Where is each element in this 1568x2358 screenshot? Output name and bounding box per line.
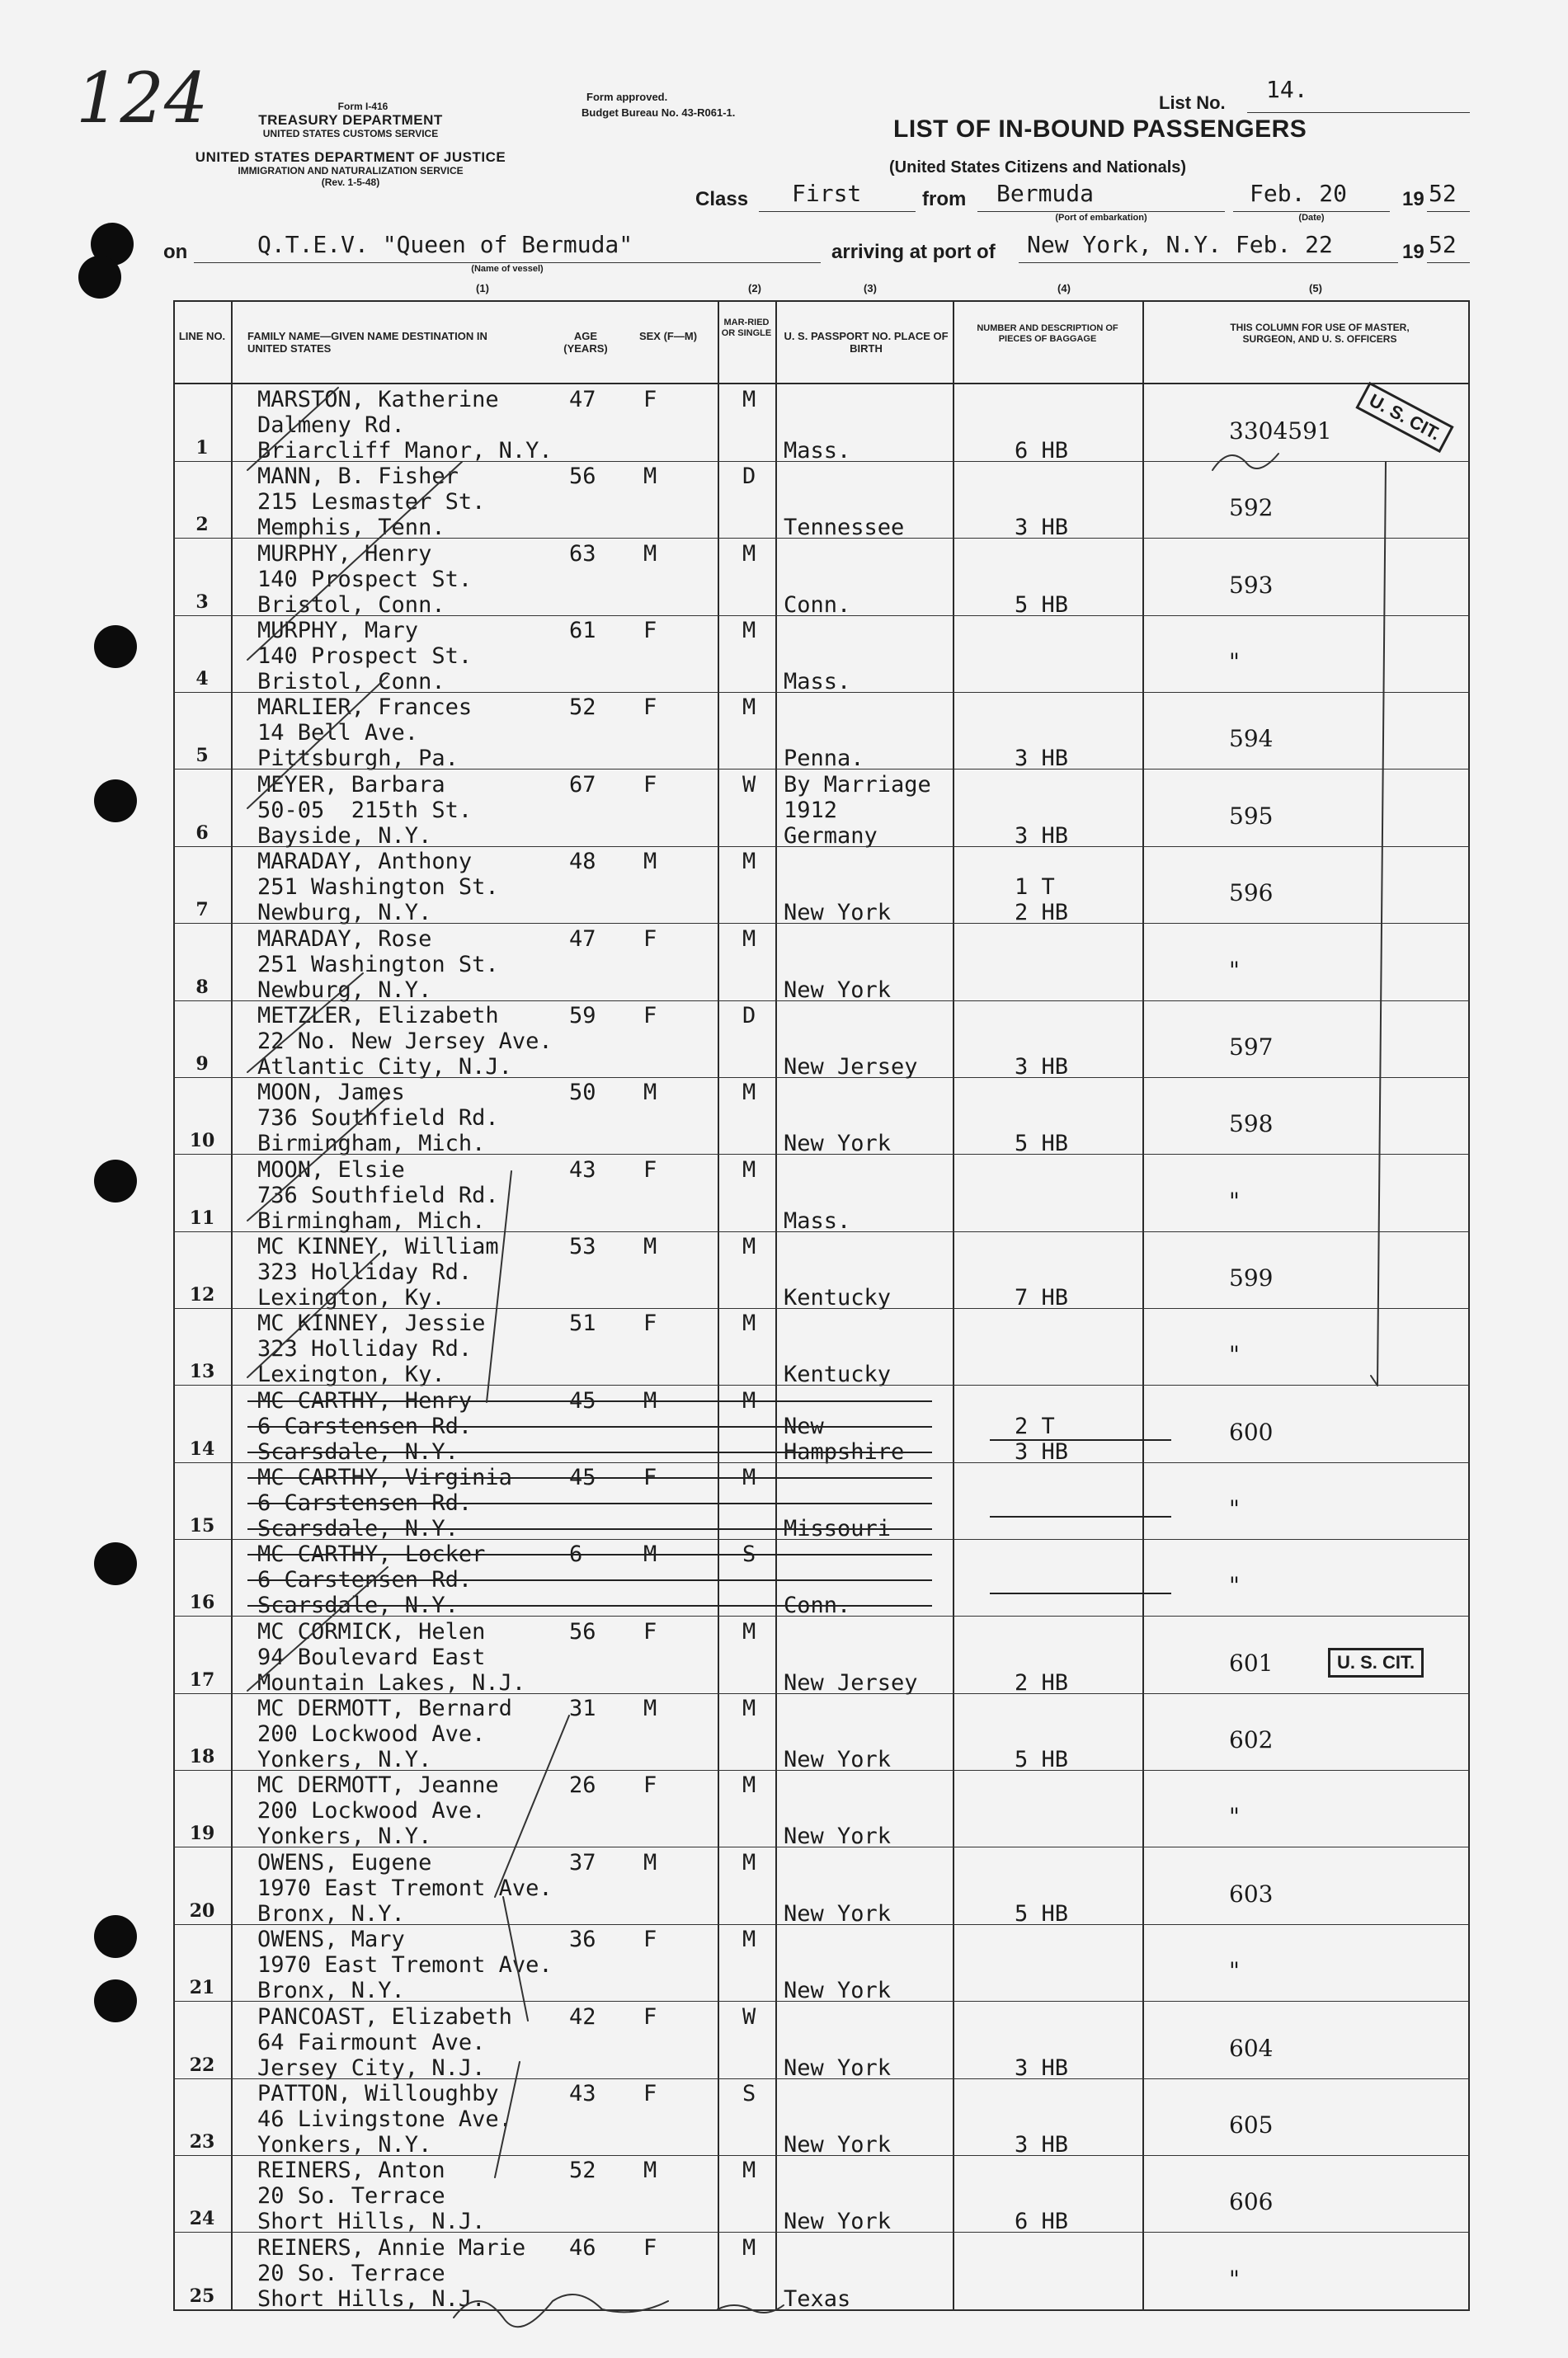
line-number: 20 [189,1899,215,1922]
age: 61 [569,618,596,644]
baggage: 3 HB [1015,1438,1069,1465]
col-header-passport: U. S. PASSPORT NO. PLACE OF BIRTH [784,330,949,355]
officer-number: 603 [1229,1880,1274,1908]
line-number: 15 [189,1515,215,1537]
col-header-baggage: NUMBER AND DESCRIPTION OF PIECES OF BAGGAGE [977,323,1118,344]
officer-number: 594 [1229,725,1274,753]
city-state: Lexington, Ky. [257,1284,445,1311]
treasury-department: TREASURY DEPARTMENT [258,112,443,128]
birth-place: New York [784,2209,892,2235]
city-state: Newburg, N.Y. [257,977,432,1003]
passenger-name: MARADAY, Rose [257,925,432,952]
age: 43 [569,2080,596,2106]
list-no-value: 14. [1266,76,1308,103]
baggage: 3 HB [1015,822,1069,849]
sex: F [643,2234,657,2261]
birth-place: Mass. [784,1207,851,1234]
age: 50 [569,1080,596,1106]
baggage-line1: 2 T [1015,1413,1055,1439]
baggage: 5 HB [1015,591,1069,618]
passenger-name: MOON, Elsie [257,1156,405,1183]
sex: M [643,1233,657,1259]
age: 31 [569,1696,596,1722]
baggage: 3 HB [1015,2054,1069,2081]
birth-place: Hampshire [784,1438,905,1465]
passenger-name: MOON, James [257,1080,405,1106]
date-caption: (Date) [1298,213,1325,223]
marital-status: W [742,2003,756,2030]
passenger-name: MURPHY, Henry [257,540,432,567]
age: 47 [569,387,596,412]
birth-place: New York [784,1900,892,1927]
sex: F [643,771,657,798]
officer-number: 598 [1229,1110,1274,1138]
marital-status: M [742,618,756,644]
birth-place: New York [784,2054,892,2081]
marital-status: M [742,1849,756,1876]
passenger-name: METZLER, Elizabeth [257,1002,499,1028]
marital-status: D [742,1002,756,1028]
age: 56 [569,1618,596,1645]
street-address: 1970 East Tremont Ave. [257,1875,553,1901]
sex: F [643,618,657,644]
col-header-married: MAR-RIED OR SINGLE [721,318,772,338]
baggage: 2 HB [1015,900,1069,926]
birth-place: Kentucky [784,1362,892,1388]
street-address: 1970 East Tremont Ave. [257,1952,553,1979]
col-header-age: AGE (YEARS) [563,330,608,355]
street-address: 6 Carstensen Rd. [257,1490,473,1517]
passenger-name: MC CARTHY, Virginia [257,1465,512,1491]
sex: M [643,1080,657,1106]
officer-number: 593 [1229,571,1274,599]
passenger-name: MURPHY, Mary [257,618,419,644]
passenger-name: MARADAY, Anthony [257,849,473,875]
marital-status: M [742,1387,756,1414]
street-address: 50-05 215th St. [257,797,473,823]
city-state: Bayside, N.Y. [257,822,432,849]
officer-number: 599 [1229,1264,1274,1292]
birth-place: Conn. [784,591,851,618]
baggage: 6 HB [1015,438,1069,464]
officer-number: 595 [1229,802,1274,830]
col-header-name: FAMILY NAME—GIVEN NAME DESTINATION IN UNITED STATES [247,330,487,355]
street-address: 215 Lesmaster St. [257,489,486,515]
passenger-name: MANN, B. Fisher [257,464,459,490]
birth-place-line1: By Marriage [784,771,931,798]
birth-place: New York [784,1824,892,1850]
officer-number: 3304591 [1229,417,1332,445]
city-state: Yonkers, N.Y. [257,2131,432,2158]
col-number-5: (5) [1309,282,1322,294]
officer-number: " [1229,1957,1240,1985]
city-state: Scarsdale, N.Y. [257,1516,459,1542]
birth-place: Penna. [784,746,864,772]
marital-status: M [742,2234,756,2261]
officer-number: 592 [1229,494,1274,522]
baggage: 7 HB [1015,1284,1069,1311]
arrival-year-prefix: 19 [1402,241,1424,263]
sex: F [643,1772,657,1799]
city-state: Atlantic City, N.J. [257,1053,512,1080]
officer-number: " [1229,648,1240,676]
date-value: Feb. 20 [1250,180,1348,207]
sex: M [643,1541,657,1568]
justice-department: UNITED STATES DEPARTMENT OF JUSTICE [195,149,506,165]
age: 45 [569,1387,596,1414]
street-address: 736 Southfield Rd. [257,1105,499,1132]
passenger-name: MC KINNEY, Jessie [257,1311,486,1337]
sex: M [643,464,657,490]
from-value: Bermuda [996,180,1095,207]
birth-place: New York [784,1747,892,1773]
line-number: 11 [189,1207,215,1229]
officer-number: 600 [1229,1418,1274,1446]
col-number-1: (1) [476,282,489,294]
age: 63 [569,540,596,567]
passenger-name: MC CARTHY, Locker [257,1541,486,1568]
list-no-label: List No. [1159,92,1226,113]
line-number: 19 [189,1823,215,1845]
line-number: 17 [189,1668,215,1691]
line-number: 21 [189,1977,215,1999]
line-number: 13 [189,1361,215,1383]
birth-place: New Jersey [784,1669,918,1696]
baggage: 3 HB [1015,515,1069,541]
port-caption: (Port of embarkation) [1055,213,1147,223]
birth-place: Mass. [784,669,851,695]
city-state: Jersey City, N.J. [257,2054,486,2081]
form-title: LIST OF IN-BOUND PASSENGERS [893,115,1307,143]
marital-status: S [742,1541,756,1568]
birth-place: Missouri [784,1516,892,1542]
city-state: Bristol, Conn. [257,591,445,618]
city-state: Scarsdale, N.Y. [257,1438,459,1465]
marital-status: M [742,925,756,952]
city-state: Scarsdale, N.Y. [257,1593,459,1619]
officer-number: " [1229,1572,1240,1600]
baggage: 2 HB [1015,1669,1069,1696]
city-state: Pittsburgh, Pa. [257,746,459,772]
sex: M [643,2158,657,2184]
col-number-3: (3) [864,282,877,294]
street-address: 94 Boulevard East [257,1644,486,1670]
col-number-2: (2) [748,282,761,294]
street-address: 140 Prospect St. [257,643,473,670]
age: 45 [569,1465,596,1491]
col-header-line: LINE NO. [178,330,226,342]
age: 67 [569,771,596,798]
form-subtitle: (United States Citizens and Nationals) [889,158,1187,176]
passenger-name: REINERS, Annie Marie [257,2234,526,2261]
officer-number: 596 [1229,879,1274,907]
form-number: Form I-416 [337,101,388,112]
passenger-name: PANCOAST, Elizabeth [257,2003,512,2030]
on-label: on [163,241,188,263]
age: 37 [569,1849,596,1876]
birth-place: New York [784,1131,892,1157]
officer-number: 605 [1229,2111,1274,2139]
passenger-name: MC CARTHY, Henry [257,1387,473,1414]
marital-status: M [742,1311,756,1337]
city-state: Mountain Lakes, N.J. [257,1669,526,1696]
sex: F [643,925,657,952]
city-state: Memphis, Tenn. [257,515,445,541]
officer-number: " [1229,1495,1240,1523]
sex: M [643,1387,657,1414]
marital-status: D [742,464,756,490]
street-address: 20 So. Terrace [257,2260,445,2286]
line-number: 1 [195,437,209,459]
age: 26 [569,1772,596,1799]
street-address: 200 Lockwood Ave. [257,1721,486,1748]
city-state: Yonkers, N.Y. [257,1824,432,1850]
officer-number: 597 [1229,1033,1274,1061]
arrival-port: New York, N.Y. Feb. 22 [1027,231,1333,258]
passenger-name: MC KINNEY, William [257,1233,499,1259]
sex: M [643,1849,657,1876]
line-number: 8 [195,976,209,998]
passenger-name: OWENS, Mary [257,1927,405,1953]
birth-place: New York [784,1978,892,2004]
line-number: 2 [195,514,209,536]
birth-place: New York [784,977,892,1003]
line-number: 6 [195,821,209,844]
passenger-name: OWENS, Eugene [257,1849,432,1876]
officer-number: 602 [1229,1726,1274,1754]
age: 52 [569,694,596,721]
passenger-name: MC DERMOTT, Bernard [257,1696,512,1722]
age: 42 [569,2003,596,2030]
officer-number: " [1229,1341,1240,1369]
passenger-name: MARLIER, Frances [257,694,473,721]
sex: F [643,1311,657,1337]
baggage-line1: 1 T [1015,874,1055,901]
birth-place: Tennessee [784,515,905,541]
birth-place: Germany [784,822,878,849]
officer-number: " [1229,956,1240,984]
us-citizen-stamp: U. S. CIT. [1355,382,1453,453]
city-state: Bronx, N.Y. [257,1978,405,2004]
city-state: Birmingham, Mich. [257,1207,486,1234]
officer-number: 601 [1229,1649,1274,1677]
street-address: 6 Carstensen Rd. [257,1567,473,1593]
line-number: 23 [189,2130,215,2153]
sex: F [643,694,657,721]
city-state: Yonkers, N.Y. [257,1747,432,1773]
passenger-name: MC CORMICK, Helen [257,1618,486,1645]
birth-place: New York [784,900,892,926]
sex: F [643,1927,657,1953]
officer-number: " [1229,2265,1240,2293]
street-address: 6 Carstensen Rd. [257,1413,473,1439]
baggage: 5 HB [1015,1900,1069,1927]
marital-status: M [742,540,756,567]
class-value: First [792,180,862,207]
baggage: 5 HB [1015,1747,1069,1773]
city-state: Briarcliff Manor, N.Y. [257,438,553,464]
passenger-name: PATTON, Willoughby [257,2080,499,2106]
line-number: 12 [189,1283,215,1306]
street-address: Dalmeny Rd. [257,412,405,438]
baggage: 6 HB [1015,2209,1069,2235]
immigration-service: IMMIGRATION AND NATURALIZATION SERVICE [238,165,464,176]
handwritten-page-number: 124 [76,58,209,139]
street-address: 251 Washington St. [257,874,499,901]
marital-status: S [742,2080,756,2106]
birth-place-line2: 1912 [784,797,838,823]
line-number: 7 [195,899,209,921]
sex: M [643,849,657,875]
street-address: 323 Holliday Rd. [257,1336,473,1363]
sex: F [643,1156,657,1183]
line-number: 10 [189,1130,215,1152]
marital-status: M [742,1080,756,1106]
age: 6 [569,1541,583,1568]
us-citizen-stamp: U. S. CIT. [1328,1648,1424,1678]
birth-place: Kentucky [784,1284,892,1311]
street-address: 14 Bell Ave. [257,720,419,746]
street-address: 200 Lockwood Ave. [257,1798,486,1824]
marital-status: M [742,1156,756,1183]
baggage: 3 HB [1015,1053,1069,1080]
form-approved-text: Form approved. [586,91,668,103]
street-address: 20 So. Terrace [257,2183,445,2210]
line-number: 24 [189,2208,215,2230]
officer-number: " [1229,1803,1240,1831]
passenger-name: REINERS, Anton [257,2158,445,2184]
sex: F [643,2003,657,2030]
line-number: 25 [189,2285,215,2307]
birth-place: New Jersey [784,1053,918,1080]
line-number: 14 [189,1438,215,1460]
from-label: from [922,188,967,210]
line-number: 18 [189,1746,215,1768]
marital-status: M [742,1618,756,1645]
marital-status: W [742,771,756,798]
passenger-name: MARSTON, Katherine [257,387,499,412]
street-address: 46 Livingstone Ave. [257,2106,512,2132]
marital-status: M [742,849,756,875]
sex: M [643,1696,657,1722]
line-number: 22 [189,2054,215,2076]
col-header-officers: THIS COLUMN FOR USE OF MASTER, SURGEON, AND U. S. OFFICERS [1230,322,1410,345]
age: 46 [569,2234,596,2261]
arrival-year: 52 [1429,231,1457,258]
street-address: 140 Prospect St. [257,566,473,592]
class-label: Class [695,188,749,210]
sex: F [643,1618,657,1645]
birth-place-line2: New [784,1413,824,1439]
baggage: 3 HB [1015,2131,1069,2158]
year-prefix: 19 [1402,188,1424,210]
marital-status: M [742,1927,756,1953]
marital-status: M [742,1233,756,1259]
marital-status: M [742,694,756,721]
street-address: 736 Southfield Rd. [257,1182,499,1208]
baggage: 3 HB [1015,746,1069,772]
marital-status: M [742,1465,756,1491]
col-number-4: (4) [1057,282,1071,294]
officer-number: 606 [1229,2188,1274,2216]
marital-status: M [742,1772,756,1799]
baggage: 5 HB [1015,1131,1069,1157]
city-state: Bristol, Conn. [257,669,445,695]
line-number: 16 [189,1592,215,1614]
age: 59 [569,1002,596,1028]
marital-status: M [742,2158,756,2184]
city-state: Birmingham, Mich. [257,1131,486,1157]
age: 36 [569,1927,596,1953]
line-number: 4 [195,668,209,690]
birth-place: Conn. [784,1593,851,1619]
city-state: Short Hills, N.J. [257,2209,486,2235]
sex: F [643,1002,657,1028]
birth-place: New York [784,2131,892,2158]
arriving-label: arriving at port of [831,241,996,263]
sex: F [643,387,657,412]
year-value: 52 [1429,180,1457,207]
birth-place: Texas [784,2285,851,2312]
line-number: 5 [195,745,209,767]
city-state: Newburg, N.Y. [257,900,432,926]
age: 53 [569,1233,596,1259]
age: 43 [569,1156,596,1183]
col-header-sex: SEX (F—M) [638,330,698,342]
passenger-name: MC DERMOTT, Jeanne [257,1772,499,1799]
sex: F [643,2080,657,2106]
passenger-name: MEYER, Barbara [257,771,445,798]
street-address: 64 Fairmount Ave. [257,2029,486,2055]
birth-place: Mass. [784,438,851,464]
age: 52 [569,2158,596,2184]
age: 47 [569,925,596,952]
city-state: Lexington, Ky. [257,1362,445,1388]
sex: F [643,1465,657,1491]
officer-number: " [1229,1187,1240,1215]
form-revision: (Rev. 1-5-48) [321,176,380,188]
city-state: Short Hills, N.J. [257,2285,486,2312]
budget-bureau-number: Budget Bureau No. 43-R061-1. [582,106,736,119]
sex: M [643,540,657,567]
customs-service: UNITED STATES CUSTOMS SERVICE [262,128,439,139]
age: 56 [569,464,596,490]
city-state: Bronx, N.Y. [257,1900,405,1927]
marital-status: M [742,1696,756,1722]
line-number: 3 [195,591,209,613]
officer-number: 604 [1229,2034,1274,2062]
line-number: 9 [195,1052,209,1075]
vessel-name: Q.T.E.V. "Queen of Bermuda" [257,231,633,258]
street-address: 251 Washington St. [257,951,499,977]
age: 51 [569,1311,596,1337]
marital-status: M [742,387,756,412]
vessel-caption: (Name of vessel) [471,264,544,274]
street-address: 22 No. New Jersey Ave. [257,1028,553,1054]
street-address: 323 Holliday Rd. [257,1259,473,1285]
age: 48 [569,849,596,875]
